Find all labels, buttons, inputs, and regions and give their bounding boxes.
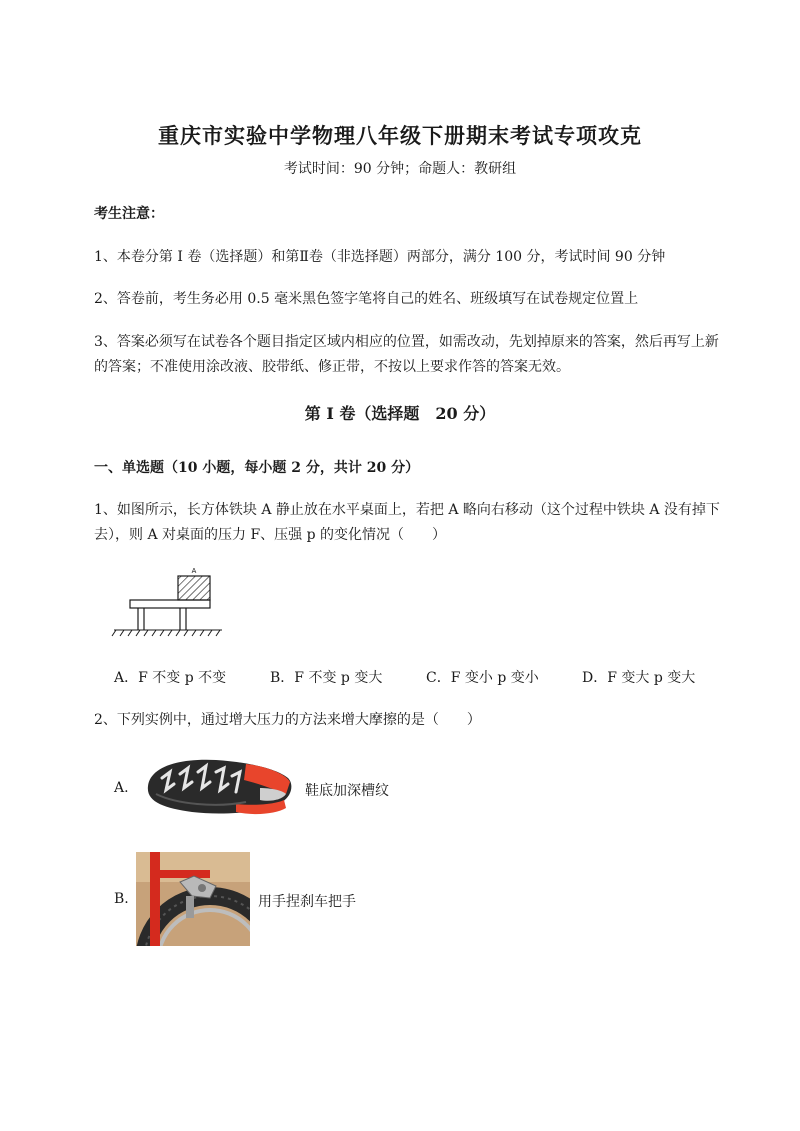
- block-a: [178, 576, 210, 600]
- q2-option-b-letter[interactable]: B.: [114, 891, 129, 907]
- notice-item-3-line-2: 的答案；不准使用涂改液、胶带纸、修正带，不按以上要求作答的答案无效。: [94, 359, 570, 375]
- table: [130, 600, 210, 630]
- q1-figure: [110, 562, 230, 640]
- notice-item-1: 1、本卷分第 I 卷（选择题）和第Ⅱ卷（非选择题）两部分，满分 100 分，考试时间 90 分钟: [94, 249, 666, 265]
- q2-option-b-text: 用手捏刹车把手: [258, 894, 356, 910]
- q2-option-a-letter[interactable]: A.: [114, 780, 129, 796]
- exam-subtitle: 考试时间：90 分钟；命题人：教研组: [283, 161, 517, 177]
- q1-option-b[interactable]: B．F 不变 p 变大: [270, 670, 383, 686]
- section-title: 第 I 卷（选择题 20 分）: [304, 404, 496, 423]
- q1-option-c[interactable]: C．F 变小 p 变小: [426, 670, 539, 686]
- shoe-sole-image: [136, 750, 296, 822]
- q1-option-d[interactable]: D．F 变大 p 变大: [582, 670, 696, 686]
- notice-heading: 考生注意：: [94, 206, 164, 222]
- q2-option-a-text: 鞋底加深槽纹: [305, 783, 389, 799]
- part-heading: 一、单选题（10 小题，每小题 2 分，共计 20 分）: [94, 460, 420, 476]
- q2-stem: 2、下列实例中，通过增大压力的方法来增大摩擦的是（ ）: [94, 712, 481, 728]
- q1-stem-line-2: 去），则 A 对桌面的压力 F、压强 p 的变化情况（ ）: [94, 527, 447, 543]
- ground: [112, 630, 222, 636]
- notice-item-3-line-1: 3、答案必须写在试卷各个题目指定区域内相应的位置，如需改动，先划掉原来的答案，然后再写上新: [94, 334, 719, 350]
- notice-item-2: 2、答卷前，考生务必用 0.5 毫米黑色签字笔将自己的姓名、班级填写在试卷规定位置上: [94, 291, 639, 307]
- q1-stem-line-1: 1、如图所示，长方体铁块 A 静止放在水平桌面上，若把 A 略向右移动（这个过程中铁块 A 没有掉下: [94, 502, 720, 518]
- page-title: 重庆市实验中学物理八年级下册期末考试专项攻克: [158, 123, 642, 148]
- q1-option-a[interactable]: A．F 不变 p 不变: [114, 670, 227, 686]
- bike-brake-image: [136, 852, 250, 946]
- block-a-label: A: [191, 568, 197, 575]
